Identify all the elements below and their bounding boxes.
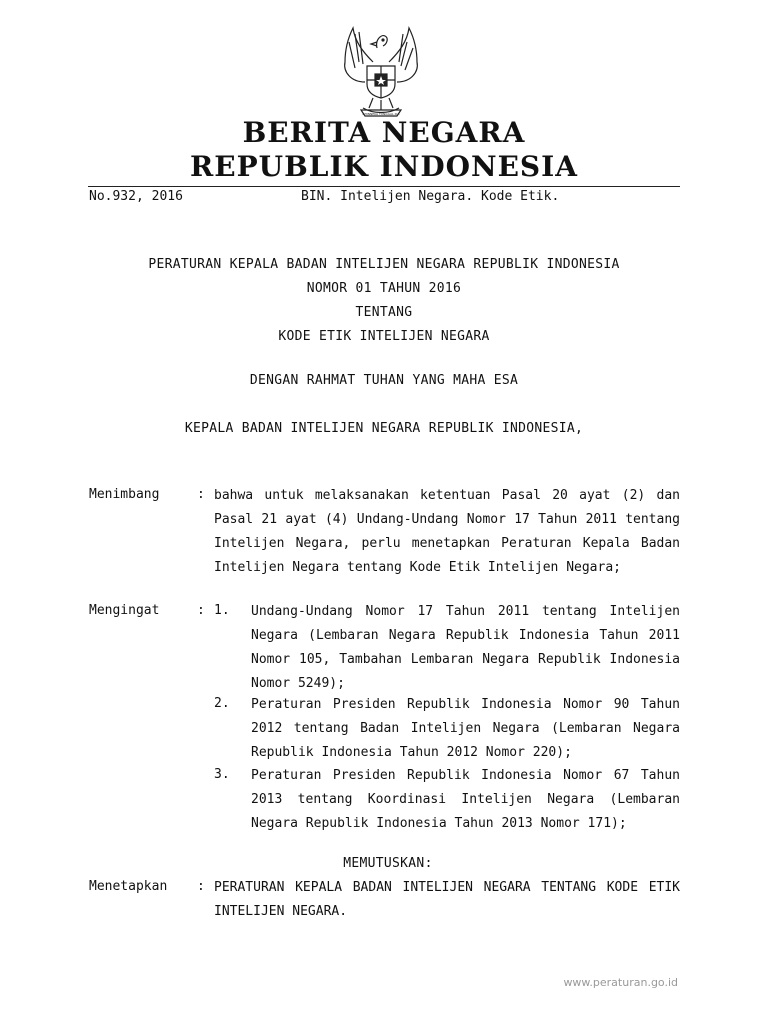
regulation-about-label: TENTANG xyxy=(355,305,413,320)
footer-url: www.peraturan.go.id xyxy=(563,976,678,989)
list-item-number: 3. xyxy=(214,767,230,782)
regulation-title: PERATURAN KEPALA BADAN INTELIJEN NEGARA REPUBLIK INDONESIA xyxy=(148,257,620,272)
menimbang-colon: : xyxy=(197,487,205,502)
list-item: Undang-Undang Nomor 17 Tahun 2011 tentang Intelijen Negara (Lembaran Negara Republik Indonesia Tahun 2011 Nomor 105, Tambahan Lembaran Negara Republik Indonesia Nomor 5249); xyxy=(251,604,680,691)
garuda-emblem-icon xyxy=(333,22,429,120)
header-divider xyxy=(88,186,680,187)
mengingat-label: Mengingat xyxy=(89,603,160,618)
regulation-subject: KODE ETIK INTELIJEN NEGARA xyxy=(278,329,490,344)
regulation-number: NOMOR 01 TAHUN 2016 xyxy=(306,281,462,296)
mengingat-colon: : xyxy=(197,603,205,618)
blessing-line: DENGAN RAHMAT TUHAN YANG MAHA ESA xyxy=(249,373,519,388)
menimbang-text: bahwa untuk melaksanakan ketentuan Pasal 20 ayat (2) dan Pasal 21 ayat (4) Undang-Undang Nomor 17 Tahun 2011 tentang Intelijen Negara, perlu menetapkan Peraturan Kepala Badan Intelijen Negara tentang Kode Etik Intelijen Negara; xyxy=(214,488,680,575)
list-item: Peraturan Presiden Republik Indonesia Nomor 67 Tahun 2013 tentang Koordinasi Intelijen Negara (Lembaran Negara Republik Indonesia Tahun 2013 Nomor 171); xyxy=(251,768,680,831)
gazette-number: No.932, 2016 xyxy=(89,189,183,204)
memutuskan-heading: MEMUTUSKAN: xyxy=(343,856,433,871)
gazette-subject: BIN. Intelijen Negara. Kode Etik. xyxy=(301,189,560,204)
gazette-title-line2: REPUBLIK INDONESIA xyxy=(190,150,578,183)
issuing-authority: KEPALA BADAN INTELIJEN NEGARA REPUBLIK INDONESIA, xyxy=(184,421,584,436)
gazette-title-line1: BERITA NEGARA xyxy=(242,116,526,149)
emblem-motto: BHINNEKA TUNGGAL IKA xyxy=(362,112,400,116)
list-item-number: 2. xyxy=(214,696,230,711)
menimbang-label: Menimbang xyxy=(89,487,160,502)
menetapkan-label: Menetapkan xyxy=(89,879,168,894)
menetapkan-text: PERATURAN KEPALA BADAN INTELIJEN NEGARA TENTANG KODE ETIK INTELIJEN NEGARA. xyxy=(214,880,680,919)
list-item: Peraturan Presiden Republik Indonesia Nomor 90 Tahun 2012 tentang Badan Intelijen Negara (Lembaran Negara Republik Indonesia Tahun 2012 Nomor 220); xyxy=(251,697,680,760)
list-item-number: 1. xyxy=(214,603,230,618)
menetapkan-colon: : xyxy=(197,879,205,894)
